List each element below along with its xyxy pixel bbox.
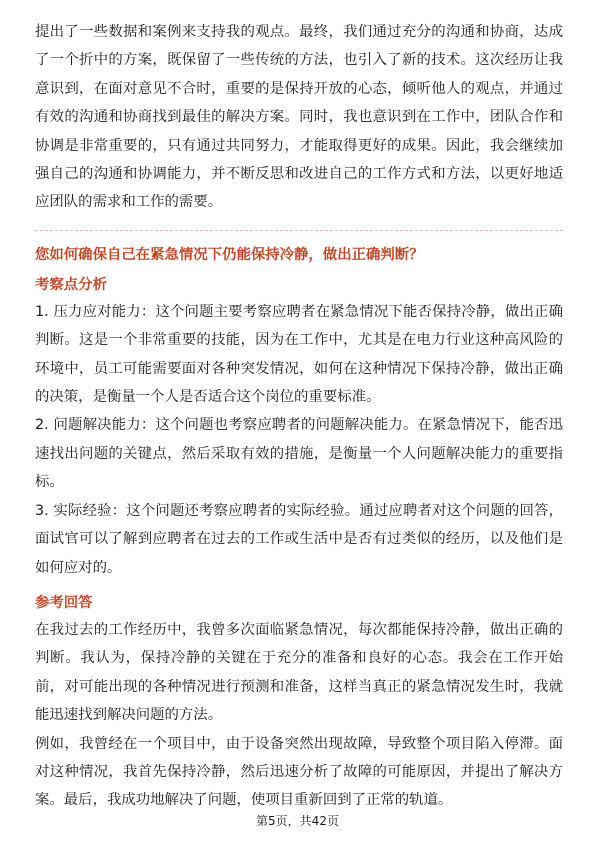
answer-paragraph-2: 例如，我曾经在一个项目中，由于设备突然出现故障，导致整个项目陷入停滞。面对这种情况，我首先保持冷静，然后迅速分析了故障的可能原因，并提出了解决方案。最后，我成功地解决了问题，使项目重新回到了正常的轨道。 [35,735,563,809]
page-content [35,18,563,815]
question-heading: 您如何确保自己在紧急情况下仍能保持冷静，做出正确判断？ [35,246,424,263]
analysis-point-2: 2. 问题解决能力：这个问题也考察应聘者的问题解决能力。在紧急情况下，能否迅速找出问题的关键点，然后采取有效的措施，是衡量一个人问题解决能力的重要指标。 [35,417,563,491]
analysis-title: 考察点分析 [35,276,107,293]
analysis-point-3: 3. 实际经验：这个问题还考察应聘者的实际经验。通过应聘者对这个问题的回答，面试官可以了解到应聘者在过去的工作或生活中是否有过类似的经历，以及他们是如何应对的。 [35,502,563,576]
answer-paragraph-1: 在我过去的工作经历中，我曾多次面临紧急情况，每次都能保持冷静，做出正确的判断。我认为，保持冷静的关键在于充分的准备和良好的心态。我会在工作开始前，对可能出现的各种情况进行预测和准备，这样当真正的紧急情况发生时，我就能迅速找到解决问题的方法。 [35,621,563,724]
intro-paragraph: 提出了一些数据和案例来支持我的观点。最终，我们通过充分的沟通和协商，达成了一个折中的方案，既保留了一些传统的方法，也引入了新的技术。这次经历让我意识到，在面对意见不合时，重要的是保持开放的心态，倾听他人的观点，并通过有效的沟通和协商找到最佳的解决方案。同时，我也意识到在工作中，团队合作和协调是非常重要的，只有通过共同努力，才能取得更好的成果。因此，我会继续加强自己的沟通和协调能力，并不断反思和改进自己的工作方式和方法，以更好地适应团队的需求和工作的需要。 [35,24,563,211]
answer-title: 参考回答 [35,594,93,611]
section-divider [35,230,563,231]
page-number-footer: 第5页，共42页 [256,814,339,828]
analysis-point-1: 1. 压力应对能力：这个问题主要考察应聘者在紧急情况下能否保持冷静，做出正确判断。这是一个非常重要的技能，因为在工作中，尤其是在电力行业这种高风险的环境中，员工可能需要面对各种突发情况，如何在这种情况下保持冷静，做出正确的决策，是衡量一个人是否适合这个岗位的重要标准。 [35,303,563,406]
